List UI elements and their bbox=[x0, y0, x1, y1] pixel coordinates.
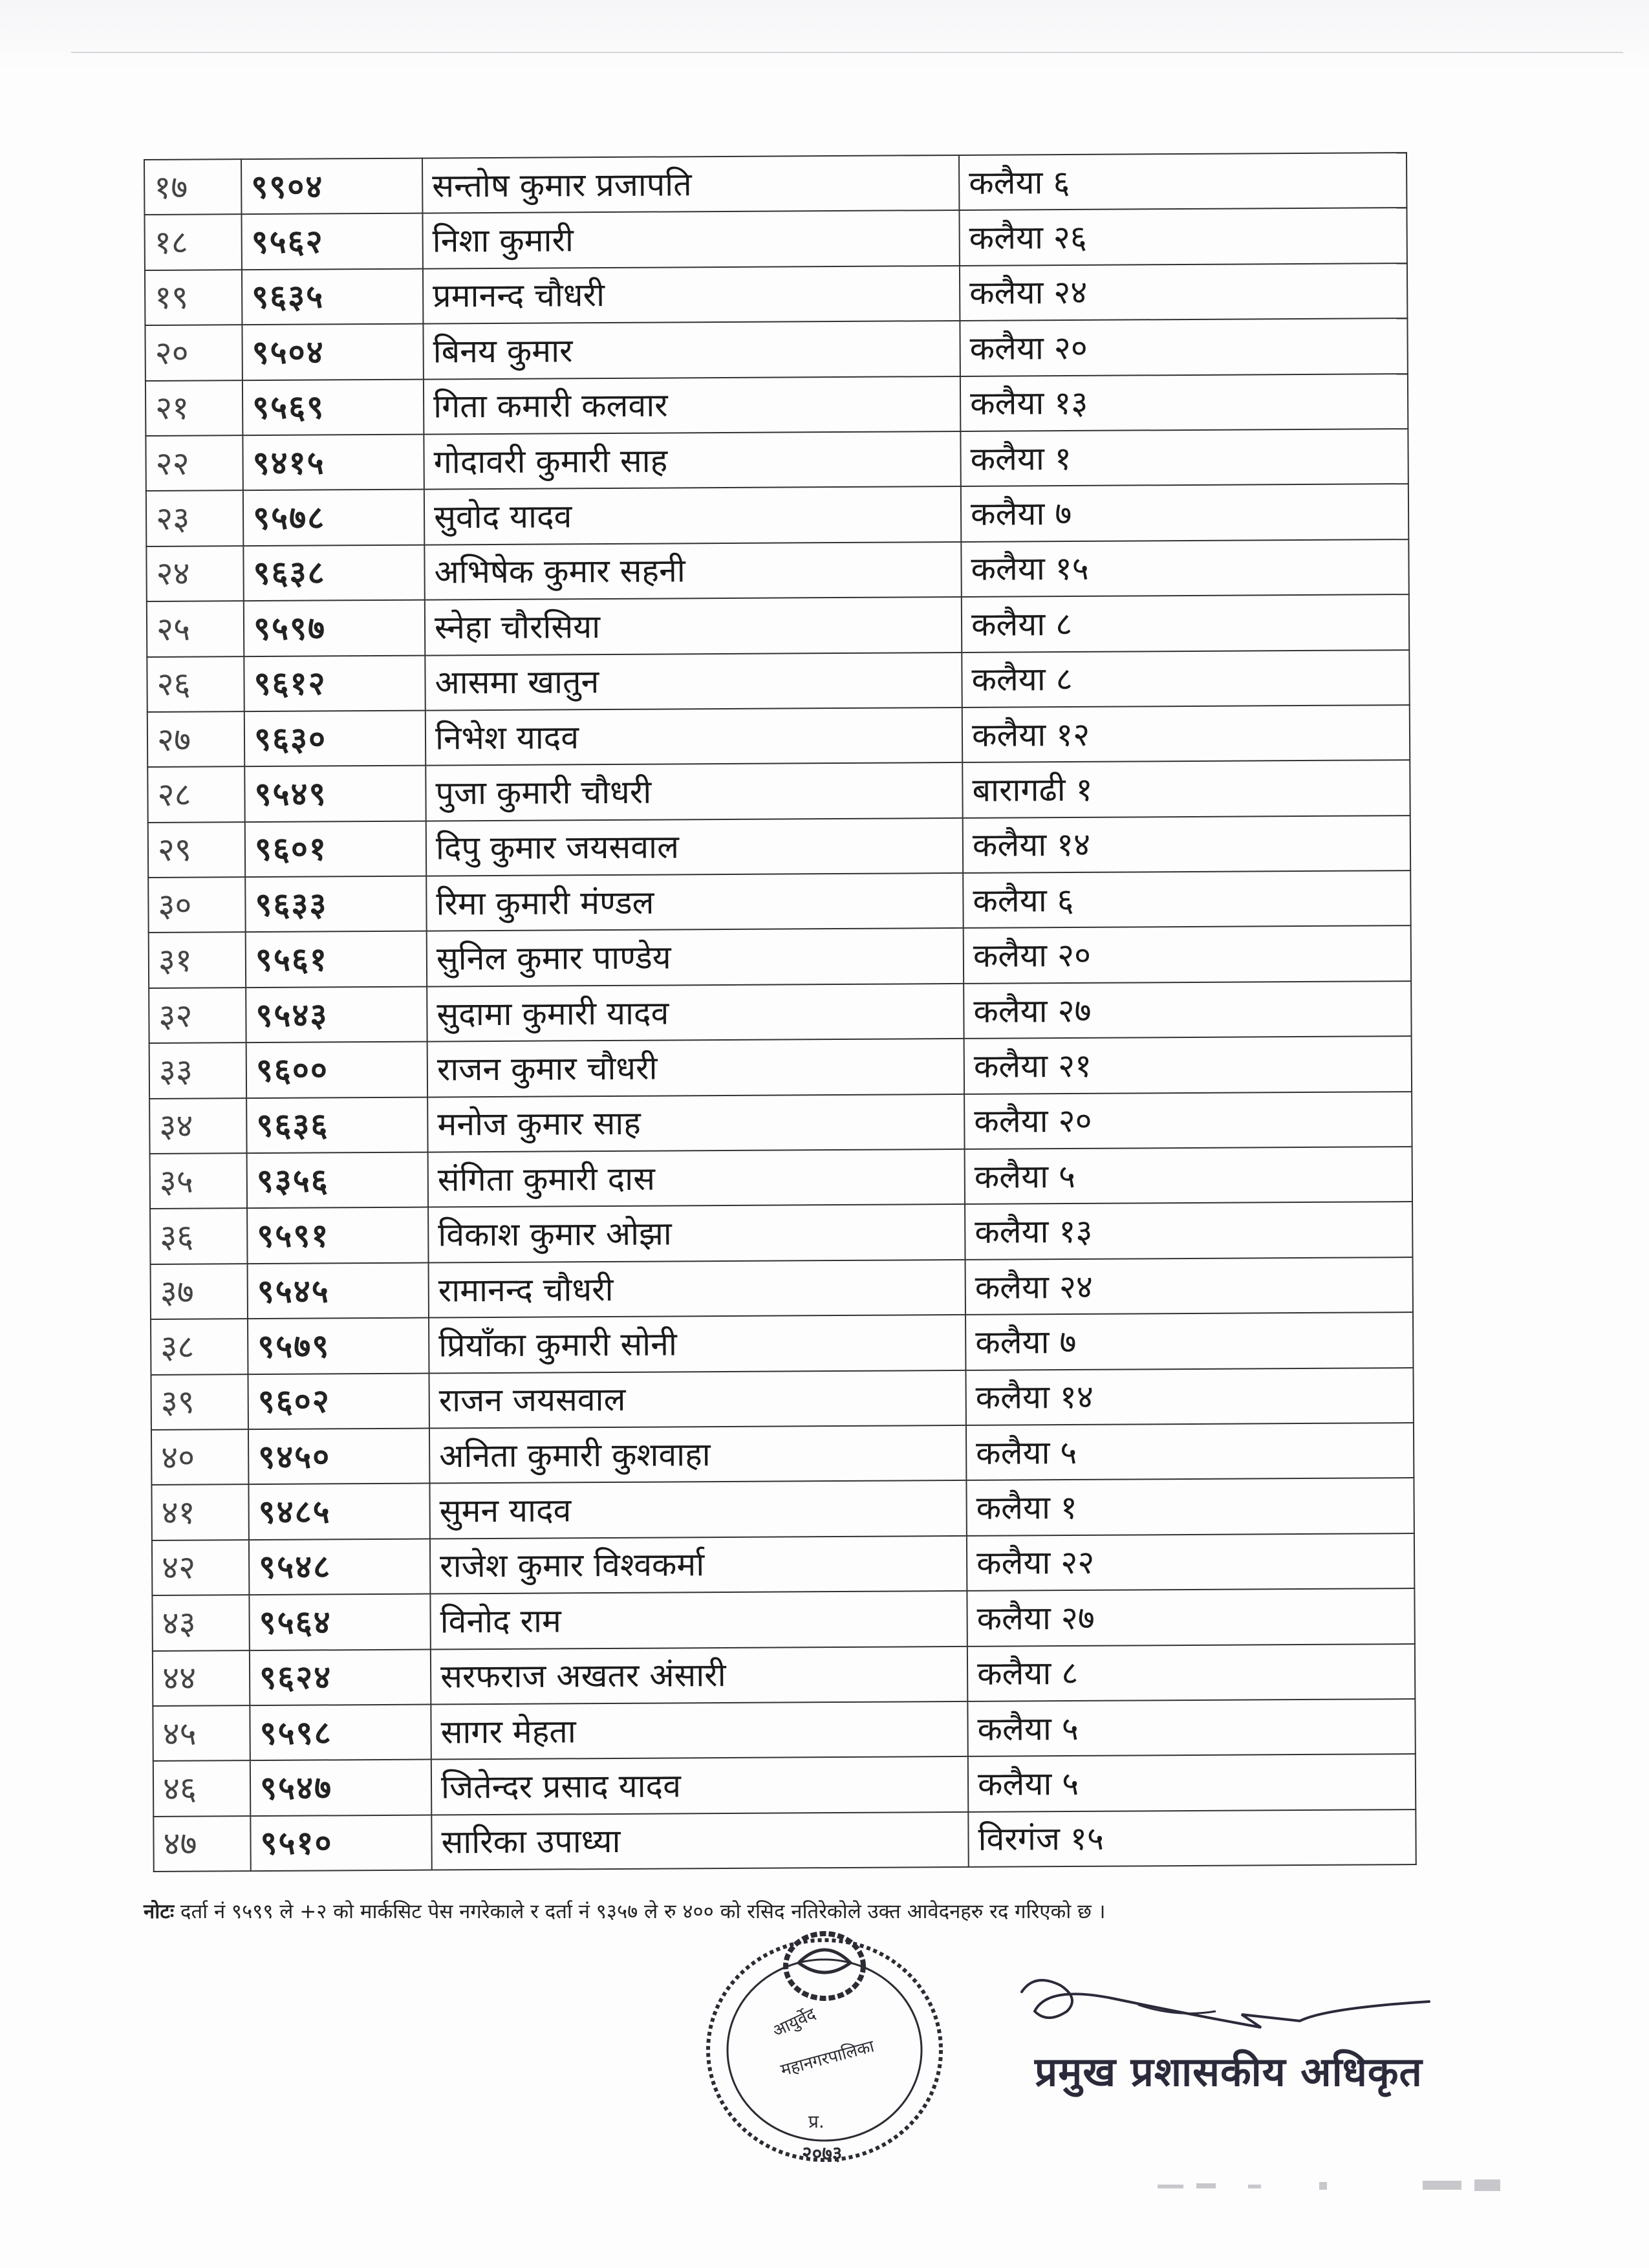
applicant-name-cell: सुवोद यादव bbox=[424, 486, 961, 545]
serial-number-cell: २० bbox=[145, 325, 242, 380]
applicant-name-cell: स्नेहा चौरसिया bbox=[425, 597, 962, 655]
table-row bbox=[149, 926, 1411, 988]
applicant-name-cell: रिमा कुमारी मंण्डल bbox=[426, 873, 963, 931]
table-row bbox=[147, 650, 1409, 712]
applicant-name-cell: आसमा खातुन bbox=[425, 652, 962, 710]
address-cell: कलैया २० bbox=[960, 318, 1407, 376]
serial-number-cell: ३४ bbox=[149, 1098, 246, 1154]
table-row bbox=[151, 1368, 1413, 1430]
registration-number-cell: ९५६२ bbox=[241, 213, 422, 270]
table-row bbox=[145, 263, 1407, 325]
applicant-name-cell: सन्तोष कुमार प्रजापति bbox=[422, 155, 959, 213]
table-row bbox=[144, 208, 1406, 270]
registration-number-cell: ९५१० bbox=[250, 1815, 431, 1871]
address-cell: कलैया १४ bbox=[965, 1368, 1413, 1425]
applicant-name-cell: अभिषेक कुमार सहनी bbox=[424, 542, 961, 600]
address-cell: कलैया २१ bbox=[964, 1036, 1412, 1094]
table-row bbox=[153, 1754, 1416, 1816]
applicant-name-cell: सरफराज अखतर अंसारी bbox=[431, 1646, 967, 1704]
applicant-name-cell: बिनय कुमार bbox=[423, 321, 960, 379]
serial-number-cell: ३२ bbox=[149, 988, 246, 1043]
registration-number-cell: ९५७९ bbox=[248, 1318, 429, 1374]
applicant-name-cell: सुदामा कुमारी यादव bbox=[427, 984, 964, 1042]
note-label: नोटः bbox=[144, 1900, 175, 1923]
serial-number-cell: ४२ bbox=[152, 1540, 249, 1595]
table-row bbox=[149, 1092, 1412, 1154]
applicant-name-cell: सारिका उपाध्या bbox=[431, 1812, 968, 1870]
address-cell: कलैया ७ bbox=[961, 484, 1408, 541]
address-cell: कलैया २० bbox=[964, 926, 1411, 984]
serial-number-cell: ३६ bbox=[150, 1209, 247, 1264]
applicant-name-cell: सुमन यादव bbox=[429, 1480, 966, 1539]
serial-number-cell: २१ bbox=[146, 380, 242, 436]
address-cell: कलैया १३ bbox=[960, 374, 1408, 431]
address-cell: कलैया २० bbox=[964, 1092, 1412, 1149]
serial-number-cell: १९ bbox=[145, 270, 242, 325]
applicant-name-cell: दिपु कुमार जयसवाल bbox=[426, 818, 963, 876]
stamp-line-3: प्र. bbox=[808, 2111, 824, 2132]
applicant-name-cell: रामानन्द चौधरी bbox=[429, 1260, 965, 1318]
table-row bbox=[146, 429, 1408, 491]
registration-number-cell: ९६०२ bbox=[248, 1373, 429, 1429]
table-row bbox=[151, 1423, 1414, 1485]
serial-number-cell: ४५ bbox=[153, 1705, 250, 1761]
table-row bbox=[147, 760, 1410, 822]
applicant-name-cell: जितेन्दर प्रसाद यादव bbox=[431, 1756, 968, 1815]
registration-number-cell: ९५४९ bbox=[244, 766, 426, 822]
table-row bbox=[147, 705, 1410, 767]
serial-number-cell: १८ bbox=[144, 215, 241, 270]
table-row bbox=[150, 1147, 1412, 1209]
table-row bbox=[146, 484, 1408, 546]
address-cell: कलैया ५ bbox=[965, 1147, 1412, 1204]
registration-number-cell: ९६०० bbox=[246, 1042, 427, 1098]
address-cell: कलैया २२ bbox=[967, 1533, 1414, 1591]
registration-number-cell: ९५९७ bbox=[244, 600, 425, 656]
registration-number-cell: ९४१५ bbox=[242, 435, 424, 491]
applicant-name-cell: विकाश कुमार ओझा bbox=[428, 1204, 965, 1262]
applicant-table-body bbox=[144, 153, 1416, 1872]
registration-number-cell: ९६०१ bbox=[245, 821, 426, 877]
serial-number-cell: २३ bbox=[146, 490, 243, 546]
applicant-table bbox=[144, 152, 1417, 1872]
serial-number-cell: २८ bbox=[147, 766, 244, 822]
registration-number-cell: ९४८५ bbox=[248, 1484, 429, 1540]
table-row bbox=[144, 153, 1406, 215]
registration-number-cell: ९५९८ bbox=[250, 1704, 431, 1760]
serial-number-cell: ३५ bbox=[150, 1153, 247, 1209]
faint-footer-marks bbox=[1151, 2173, 1513, 2199]
address-cell: कलैया १२ bbox=[962, 705, 1410, 762]
address-cell: कलैया ५ bbox=[966, 1423, 1414, 1480]
address-cell: कलैया २७ bbox=[967, 1588, 1414, 1646]
registration-number-cell: ९५६१ bbox=[246, 931, 427, 988]
registration-number-cell: ९६३३ bbox=[245, 876, 426, 933]
registration-number-cell: ९५४७ bbox=[250, 1760, 431, 1816]
serial-number-cell: ३३ bbox=[149, 1042, 246, 1098]
serial-number-cell: ४७ bbox=[153, 1816, 250, 1872]
table-row bbox=[151, 1257, 1413, 1319]
serial-number-cell: २२ bbox=[146, 435, 242, 491]
registration-number-cell: ९४५० bbox=[248, 1429, 429, 1485]
note-text: दर्ता नं ९५९९ ले +२ को मार्कसिट पेस नगरेकाले र दर्ता नं ९३५७ ले रु ४०० को रसिद नतिरेकोले उक्त आवेदनहरु रद गरिएको छ । bbox=[180, 1900, 1106, 1923]
registration-number-cell: ९६३६ bbox=[246, 1097, 427, 1153]
address-cell: कलैया २४ bbox=[965, 1257, 1413, 1315]
handwritten-signature bbox=[1009, 1966, 1449, 2044]
serial-number-cell: ४१ bbox=[151, 1484, 248, 1540]
table-row bbox=[149, 1036, 1412, 1098]
applicant-name-cell: निशा कुमारी bbox=[422, 210, 959, 268]
registration-number-cell: ९५४३ bbox=[246, 986, 427, 1042]
registration-number-cell: ९६२४ bbox=[250, 1649, 431, 1705]
serial-number-cell: ४४ bbox=[153, 1650, 250, 1706]
stamp-line-2: महानगरपालिका bbox=[779, 2036, 877, 2080]
table-row bbox=[151, 1478, 1414, 1540]
applicant-name-cell: मनोज कुमार साह bbox=[427, 1094, 964, 1152]
serial-number-cell: ३८ bbox=[151, 1319, 248, 1374]
page-edge-line bbox=[71, 52, 1623, 53]
officer-designation: प्रमुख प्रशासकीय अधिकृत bbox=[1035, 2048, 1423, 2095]
registration-number-cell: ९६१२ bbox=[244, 655, 425, 711]
applicant-name-cell: प्रमानन्द चौधरी bbox=[423, 266, 960, 324]
serial-number-cell: ४० bbox=[151, 1429, 248, 1485]
table-row bbox=[152, 1588, 1414, 1650]
address-cell: कलैया २७ bbox=[964, 981, 1411, 1039]
applicant-name-cell: पुजा कुमारी चौधरी bbox=[426, 762, 962, 821]
applicant-name-cell: राजन जयसवाल bbox=[429, 1370, 965, 1429]
registration-number-cell: ९५७८ bbox=[243, 490, 424, 546]
registration-number-cell: ९५६९ bbox=[242, 379, 424, 435]
table-row bbox=[148, 815, 1410, 878]
applicant-name-cell: प्रियाँका कुमारी सोनी bbox=[429, 1315, 965, 1373]
applicant-name-cell: विनोद राम bbox=[430, 1591, 967, 1649]
office-stamp bbox=[685, 1914, 964, 2186]
address-cell: कलैया ५ bbox=[968, 1754, 1416, 1811]
address-cell: कलैया ५ bbox=[967, 1699, 1415, 1756]
address-cell: कलैया २४ bbox=[960, 263, 1407, 321]
address-cell: कलैया १३ bbox=[965, 1202, 1412, 1259]
table-row bbox=[148, 870, 1410, 933]
serial-number-cell: ४६ bbox=[153, 1760, 250, 1816]
registration-number-cell: ९५६४ bbox=[249, 1594, 430, 1650]
applicant-name-cell: गोदावरी कुमारी साह bbox=[424, 431, 960, 490]
table-row bbox=[146, 539, 1408, 601]
address-cell: कलैया १ bbox=[960, 429, 1408, 486]
serial-number-cell: ३० bbox=[148, 877, 245, 933]
serial-number-cell: २७ bbox=[147, 711, 244, 767]
serial-number-cell: २४ bbox=[146, 546, 243, 601]
table-row bbox=[145, 318, 1407, 380]
applicant-name-cell: निभेश यादव bbox=[426, 707, 962, 766]
applicant-name-cell: अनिता कुमारी कुशवाहा bbox=[429, 1425, 966, 1484]
registration-number-cell: ९३५६ bbox=[247, 1152, 428, 1209]
address-cell: कलैया ८ bbox=[967, 1644, 1415, 1701]
table-row bbox=[146, 374, 1408, 436]
address-cell: विरगंज १५ bbox=[968, 1809, 1416, 1867]
applicant-name-cell: संगिता कुमारी दास bbox=[428, 1149, 965, 1207]
serial-number-cell: ३७ bbox=[151, 1264, 248, 1319]
applicant-name-cell: सुनिल कुमार पाण्डेय bbox=[427, 928, 964, 986]
table-row bbox=[150, 1202, 1412, 1264]
address-cell: कलैया ६ bbox=[959, 153, 1406, 210]
address-cell: कलैया ८ bbox=[962, 650, 1409, 707]
table-row bbox=[151, 1312, 1413, 1374]
registration-number-cell: ९६३० bbox=[244, 710, 426, 766]
applicant-name-cell: गिता कमारी कलवार bbox=[424, 376, 960, 435]
registration-number-cell: ९९०४ bbox=[241, 158, 422, 215]
registration-number-cell: ९५४८ bbox=[249, 1539, 430, 1595]
applicant-name-cell: राजन कुमार चौधरी bbox=[427, 1039, 964, 1097]
address-cell: कलैया ८ bbox=[962, 594, 1409, 652]
serial-number-cell: ४३ bbox=[152, 1595, 249, 1650]
applicant-name-cell: सागर मेहता bbox=[431, 1701, 967, 1760]
address-cell: बारागढी १ bbox=[962, 760, 1410, 817]
registration-number-cell: ९५०४ bbox=[242, 324, 423, 380]
registration-number-cell: ९५४५ bbox=[248, 1262, 429, 1319]
address-cell: कलैया ६ bbox=[963, 870, 1410, 928]
address-cell: कलैया ७ bbox=[965, 1312, 1413, 1370]
table-row bbox=[149, 981, 1411, 1043]
serial-number-cell: २९ bbox=[148, 822, 245, 878]
table-row bbox=[153, 1699, 1415, 1761]
stamp-line-4: २०७३ bbox=[802, 2143, 843, 2165]
serial-number-cell: २६ bbox=[147, 656, 244, 712]
address-cell: कलैया २६ bbox=[959, 208, 1406, 265]
table-row bbox=[152, 1533, 1414, 1595]
table-row bbox=[153, 1644, 1415, 1706]
table-row bbox=[147, 594, 1409, 656]
table-row bbox=[153, 1809, 1416, 1872]
serial-number-cell: २५ bbox=[147, 601, 244, 656]
registration-number-cell: ९६३८ bbox=[243, 545, 424, 601]
serial-number-cell: १७ bbox=[144, 159, 241, 215]
serial-number-cell: ३१ bbox=[149, 933, 246, 988]
stamp-line-1: आयुर्वेद bbox=[770, 2004, 819, 2042]
address-cell: कलैया १४ bbox=[963, 815, 1410, 873]
address-cell: कलैया १ bbox=[966, 1478, 1414, 1535]
serial-number-cell: ३९ bbox=[151, 1374, 248, 1430]
applicant-name-cell: राजेश कुमार विश्वकर्मा bbox=[430, 1536, 967, 1594]
registration-number-cell: ९५९१ bbox=[247, 1207, 428, 1264]
registration-number-cell: ९६३५ bbox=[242, 268, 423, 325]
address-cell: कलैया १५ bbox=[961, 539, 1408, 597]
